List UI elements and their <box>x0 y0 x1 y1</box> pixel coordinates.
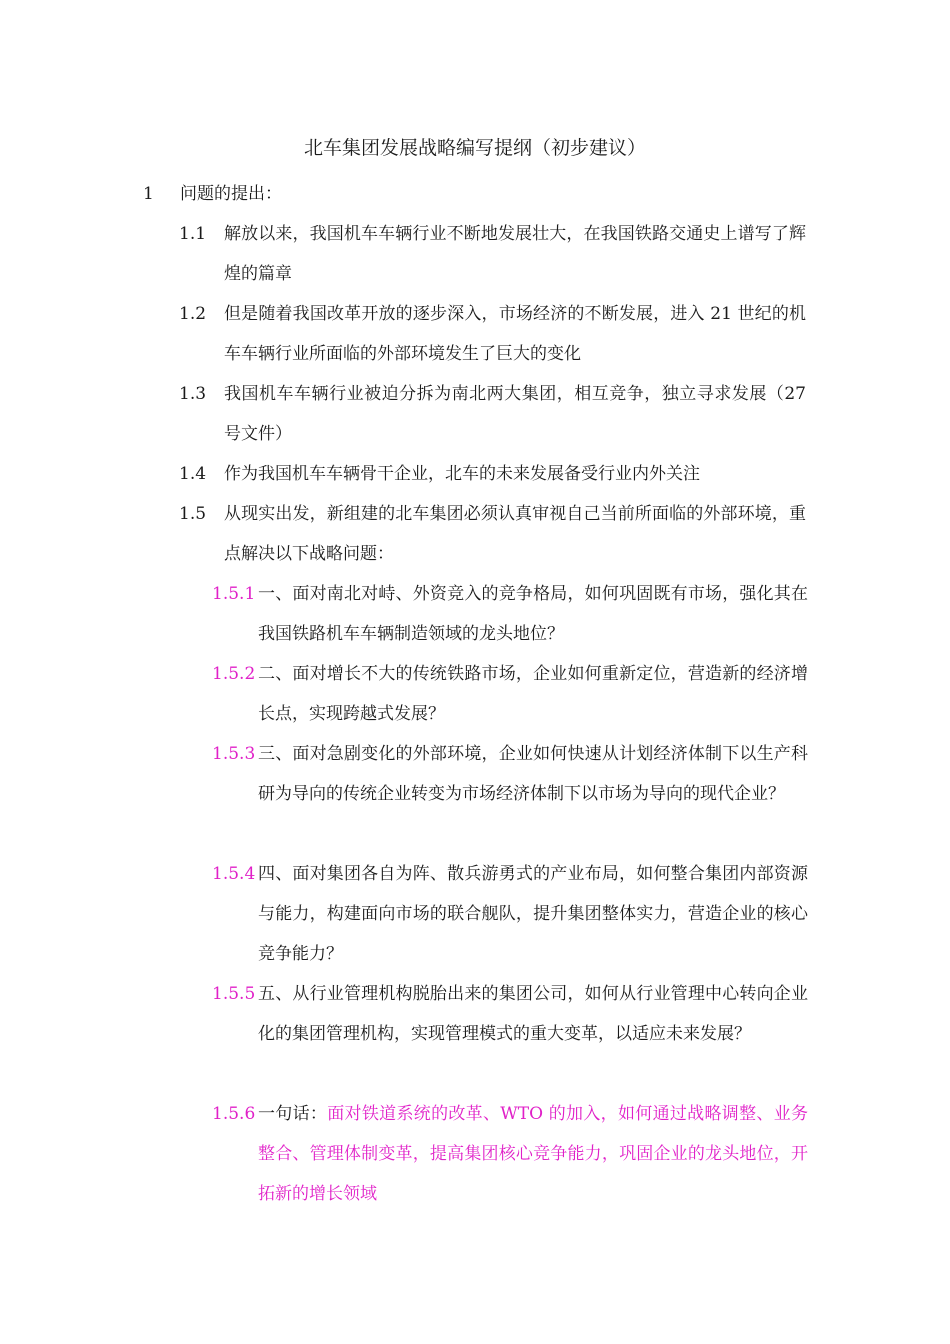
item-text: 作为我国机车车辆骨干企业，北车的未来发展备受行业内外关注 <box>224 464 700 484</box>
subitem-text: 一、面对南北对峙、外资竞入的竞争格局，如何巩固既有市场，强化其在我国铁路机车车辆制造领域的龙头地位？ <box>258 584 808 644</box>
item-text: 解放以来，我国机车车辆行业不断地发展壮大，在我国铁路交通史上谱写了辉煌的篇章 <box>224 224 806 284</box>
subitem-number: 1.5.2 <box>212 664 256 684</box>
item-number: 1.3 <box>179 384 207 404</box>
subitem-number: 1.5.1 <box>212 584 256 604</box>
subitem-text: 五、从行业管理机构脱胎出来的集团公司，如何从行业管理中心转向企业化的集团管理机构，实现管理模式的重大变革，以适应未来发展？ <box>258 984 808 1044</box>
item-text: 我国机车车辆行业被迫分拆为南北两大集团，相互竞争，独立寻求发展（27 号文件） <box>224 384 806 444</box>
section-number: 1 <box>143 184 154 204</box>
highlighted-summary: 面对铁道系统的改革、WTO 的加入，如何通过战略调整、业务整合、管理体制变革，提高集团核心竞争能力，巩固企业的龙头地位，开拓新的增长领域 <box>258 1104 809 1204</box>
item-text: 但是随着我国改革开放的逐步深入，市场经济的不断发展，进入 21 世纪的机车车辆行业所面临的外部环境发生了巨大的变化 <box>224 304 806 364</box>
item-number: 1.2 <box>179 304 207 324</box>
subitem-text <box>258 1094 808 1214</box>
item-text: 从现实出发，新组建的北车集团必须认真审视自己当前所面临的外部环境，重点解决以下战略问题： <box>224 504 806 564</box>
subitem-prefix: 一句话： <box>258 1104 328 1124</box>
subitem-number: 1.5.3 <box>212 744 256 764</box>
item-number: 1.1 <box>179 224 207 244</box>
subitem-number: 1.5.5 <box>212 984 256 1004</box>
item-number: 1.5 <box>179 504 207 524</box>
subitem-text: 四、面对集团各自为阵、散兵游勇式的产业布局，如何整合集团内部资源与能力，构建面向市场的联合舰队，提升集团整体实力，营造企业的核心竞争能力？ <box>258 864 808 964</box>
subitem-number: 1.5.4 <box>212 864 256 884</box>
subitem-text: 二、面对增长不大的传统铁路市场，企业如何重新定位，营造新的经济增长点，实现跨越式发展？ <box>258 664 808 724</box>
subitem-number: 1.5.6 <box>212 1104 256 1124</box>
page-title: 北车集团发展战略编写提纲（初步建议） <box>303 137 646 159</box>
subitem-text: 三、面对急剧变化的外部环境，企业如何快速从计划经济体制下以生产科研为导向的传统企业转变为市场经济体制下以市场为导向的现代企业？ <box>258 744 808 804</box>
section-heading: 问题的提出： <box>180 184 282 204</box>
item-number: 1.4 <box>179 464 207 484</box>
